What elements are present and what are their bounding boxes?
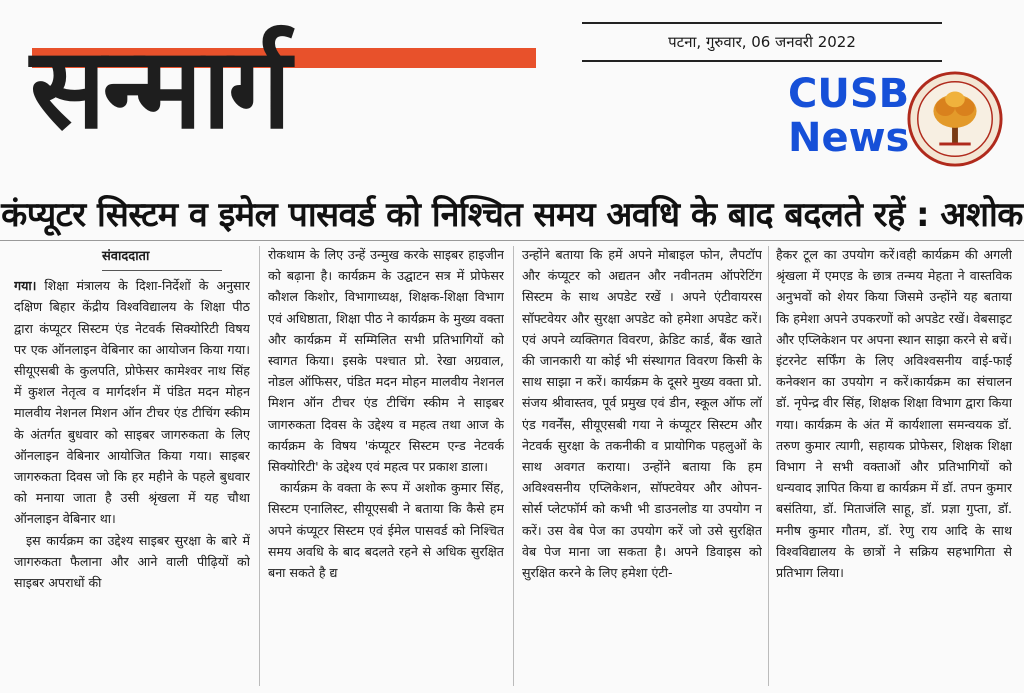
article-headline: कंप्यूटर सिस्टम व इमेल पासवर्ड को निश्चित समय अवधि के बाद बदलते रहें : अशोक — [1, 195, 1023, 235]
column-divider — [513, 246, 514, 686]
cusb-university-seal-icon — [906, 70, 1004, 168]
article-column-4 — [776, 244, 1012, 690]
article-column-1 — [14, 244, 250, 690]
paragraph-text: शिक्षा मंत्रालय के दिशा-निर्देशों के अनुसार दक्षिण बिहार केंद्रीय विश्वविद्यालय के शिक्षा पीठ द्वारा कंप्यूटर सिस्टम एंड नेटवर्क सिक्योरिटी विषय पर एक ऑनलाइन वेबिनार का आयोजन किया गया। सीयूएसबी के कुलपति, प्रोफेसर कामेश्वर नाथ सिंह में कुशल नेतृत्व व मार्गदर्शन में पंडित मदन मोहन मालवीय नेशनल मिशन ऑन टीचर एंड टीचिंग स्कीम के अंतर्गत बुधवार को साइबर जागरुकता के लिए ऑनलाइन वेबिनार आयोजित किया गया। साइबर जागरुकता दिवस जो कि हर महीने के पहले बुधवार को मनाया जाता है उसी श्रृंखला में यह चौथा ऑनलाइन वेबिनार था। — [14, 278, 250, 527]
article-column-3 — [522, 244, 762, 690]
dateline: पटना, गुरुवार, 06 जनवरी 2022 — [582, 22, 942, 62]
badge-line-cusb: CUSB — [788, 71, 910, 117]
column-divider — [768, 246, 769, 686]
paragraph — [14, 275, 250, 529]
byline: संवाददाता — [102, 246, 222, 271]
headline-divider — [0, 240, 1024, 241]
paragraph: इस कार्यक्रम का उद्देश्य साइबर सुरक्षा के बारे में जागरुकता फैलाना और आने वाली पीढ़ियों को साइबर अपराधों की — [14, 532, 250, 591]
column-divider — [259, 246, 260, 686]
badge-line-news: News — [788, 115, 910, 161]
paragraph: रोकथाम के लिए उन्हें उन्मुख करके साइबर हाइजीन को बढ़ाना है। कार्यक्रम के उद्घाटन सत्र में प्रोफेसर कौशल किशोर, विभागाध्यक्ष, शिक्षक-शिक्षा विभाग एवं अधिष्ठाता, शिक्षा पीठ ने कार्यक्रम के मुख्य वक्ता और कार्यक्रम में सम्मिलित सभी प्रतिभागियों को स्वागत किया। इसके पश्चात प्रो. रेखा अग्रवाल, नोडल ऑफिसर, पंडित मदन मोहन मालवीय नेशनल मिशन ऑन टीचर एंड टीचिंग स्कीम ने साइबर जागरुकता दिवस के उद्देश्य व महत्व तथा आज के कार्यक्रम के विषय 'कंप्यूटर सिस्टम एन्ड नेटवर्क सिक्योरिटी' के उद्देश्य एवं महत्व पर प्रकाश डाला। — [268, 247, 504, 475]
paragraph: उन्होंने बताया कि हमें अपने मोबाइल फोन, लैपटॉप और कंप्यूटर को अद्यतन और नवीनतम ऑपरेटिंग सिस्टम के साथ अपडेट रखें । अपने एंटीवायरस सॉफ्टवेयर और सुरक्षा अपडेट को हमेशा अपडेट करें। एवं अपने व्यक्तिगत विवरण, क्रेडिट कार्ड, बैंक खाते की जानकारी या कोई भी संस्थागत विवरण किसी के साथ साझा न करें। कार्यक्रम के दूसरे मुख्य वक्ता प्रो. संजय श्रीवास्तव, पूर्व प्रमुख एवं डीन, स्कूल ऑफ लॉ एंड गवर्नेंस, सीयूएसबी गया ने कंप्यूटर सिस्टम और नेटवर्क सुरक्षा के तकनीकी व प्रायोगिक पहलुओं के साथ अवगत कराया। उन्होंने बताया कि हम अविश्वसनीय एप्लिकेशन, सॉफ्टवेयर और ओपन-सोर्स प्लेटफॉर्म को कभी भी डाउनलोड या उपयोग न करें। उस वेब पेज का उपयोग करें जो उसे सुरक्षित वेब पेज माना जा सकता है। अपने डिवाइस को सुरक्षित करने के लिए हमेशा एंटी- — [522, 247, 762, 581]
newspaper-masthead-title: सन्मार्ग — [30, 23, 289, 154]
paragraph: कार्यक्रम के वक्ता के रूप में अशोक कुमार सिंह, सिस्टम एनालिस्ट, सीयूएसबी ने बताया कि कैसे हम अपने कंप्यूटर सिस्टम एवं ईमेल पासवर्ड को निश्चित समय अवधि के बाद बदलते रहने से अधिक सुरक्षित बना सकते है द्य — [268, 480, 504, 581]
article-column-2 — [268, 244, 504, 690]
paragraph: हैकर टूल का उपयोग करें।वही कार्यक्रम की अगली श्रृंखला में एमएड के छात्र तन्मय मेहता ने वास्तविक अनुभवों को शेयर किया जिसमे उन्होंने यह बताया कि हमेशा अपने उपकरणों को अपडेट रखें। वेबसाइट और एप्लिकेशन पर अपना स्थान साझा करने से बचें। इंटरनेट सर्फिंग के लिए अविश्वसनीय वाई-फाई कनेक्शन का उपयोग न करें।कार्यक्रम का संचालन डॉ. नृपेन्द्र वीर सिंह, शिक्षक शिक्षा विभाग द्वारा किया गया। कार्यक्रम के अंत में कार्यशाला समन्वयक डॉ. तरुण कुमार त्यागी, सहायक प्रोफेसर, शिक्षक शिक्षा विभाग ने सभी वक्ताओं और प्रतिभागियों को धन्यवाद ज्ञापित किया द्य कार्यक्रम में डॉ. तपन कुमार बसंतिया, डॉ. मिताजंलि साहू, डॉ. प्रज्ञा गुप्ता, डॉ. मनीष कुमार गौतम, डॉ. रेणु राय आदि के साथ विश्वविद्यालय के छात्रों ने सक्रिय सहभागिता से प्रतिभाग लिया। — [776, 247, 1012, 581]
dateline-place: गया। — [14, 278, 37, 294]
cusb-news-badge — [788, 71, 910, 161]
